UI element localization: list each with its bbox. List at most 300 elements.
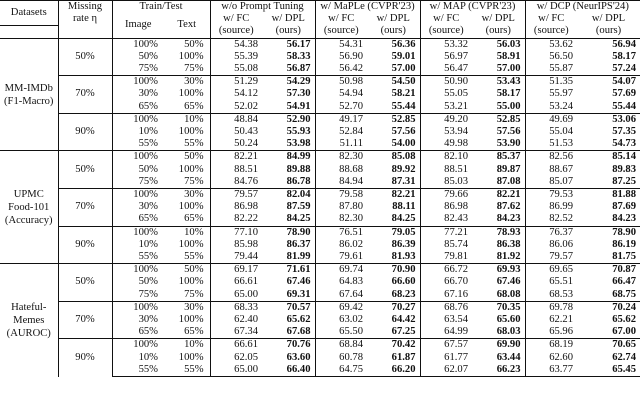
- fc-value: 84.76: [234, 175, 259, 187]
- text-rate: 30%: [164, 189, 210, 202]
- dpl-value: 70.87: [577, 264, 640, 277]
- dpl-value: 70.90: [367, 264, 420, 277]
- dpl-value: 71.61: [262, 264, 315, 277]
- dpl-value: 52.85: [472, 113, 525, 126]
- fc-value: 65.96: [549, 326, 574, 338]
- text-rate: 100%: [164, 51, 210, 63]
- image-rate: 10%: [138, 126, 158, 138]
- fc-value: 50.24: [234, 138, 259, 150]
- header-empty: [0, 25, 58, 38]
- fc-value: 64.83: [339, 276, 364, 288]
- table-row: [0, 301, 640, 314]
- dpl-value: 87.25: [612, 175, 637, 187]
- dataset-name-line: (AUROC): [6, 327, 51, 339]
- fc-value: 67.34: [234, 326, 259, 338]
- dpl-value: 68.75: [612, 288, 637, 300]
- dpl-value: 66.40: [262, 364, 315, 377]
- table-row: [0, 189, 640, 202]
- text-rate: 100%: [164, 88, 210, 100]
- dpl-value: 70.24: [577, 301, 640, 314]
- fc-value: 68.33: [210, 301, 262, 314]
- fc-value: 54.94: [339, 88, 364, 100]
- fc-value: 64.99: [444, 326, 469, 338]
- fc-value: 52.02: [234, 100, 259, 112]
- dpl-value: 87.62: [472, 201, 525, 213]
- dpl-value: 67.25: [367, 326, 420, 339]
- image-rate: 75%: [138, 288, 158, 300]
- missing-rate: 70%: [58, 301, 112, 339]
- dataset-name: [0, 38, 58, 151]
- image-rate: 50%: [138, 163, 158, 175]
- dpl-value: 84.25: [262, 213, 315, 226]
- dpl-value: 81.75: [612, 251, 637, 263]
- fc-value: 79.57: [210, 189, 262, 202]
- dpl-value: 70.42: [367, 339, 420, 352]
- text-rate: 100%: [164, 164, 210, 176]
- image-rate: 50%: [138, 50, 158, 62]
- dpl-value: 66.23: [472, 364, 525, 377]
- dpl-value: 78.90: [577, 226, 640, 239]
- header-method-1: w/ MaPLe (CVPR'23): [315, 1, 420, 14]
- header-method-0: w/o Prompt Tuning: [210, 1, 315, 14]
- fc-value: 85.03: [444, 175, 469, 187]
- fc-value: 52.70: [339, 100, 364, 112]
- dpl-value: 70.57: [262, 301, 315, 314]
- header-train-test: Train/Test: [112, 1, 210, 14]
- image-rate: 100%: [112, 264, 164, 277]
- dpl-value: 52.90: [262, 113, 315, 126]
- dpl-value: 84.25: [367, 213, 420, 226]
- fc-value: 49.69: [525, 113, 577, 126]
- header-source-1: (source): [323, 25, 359, 37]
- fc-value: 86.98: [234, 201, 259, 213]
- dpl-value: 70.35: [472, 301, 525, 314]
- dataset-name-line: (Accuracy): [4, 214, 53, 226]
- fc-value: 55.05: [444, 88, 469, 100]
- fc-value: 61.77: [444, 351, 469, 363]
- image-rate: 50%: [138, 276, 158, 288]
- fc-value: 79.44: [234, 251, 259, 263]
- image-rate: 100%: [112, 151, 164, 164]
- fc-value: 69.78: [525, 301, 577, 314]
- fc-value: 85.74: [444, 238, 469, 250]
- missing-rate: 90%: [58, 113, 112, 151]
- image-rate: 10%: [138, 351, 158, 363]
- dpl-value: 56.36: [367, 38, 420, 51]
- header-ours-0: (ours): [262, 25, 315, 38]
- dpl-value: 56.03: [472, 38, 525, 51]
- fc-value: 51.35: [525, 76, 577, 89]
- fc-value: 53.62: [525, 38, 577, 51]
- dpl-value: 65.45: [577, 364, 640, 377]
- dpl-value: 55.00: [472, 101, 525, 114]
- image-rate: 30%: [138, 314, 158, 326]
- fc-value: 82.56: [525, 151, 577, 164]
- missing-rate: 70%: [58, 76, 112, 114]
- image-rate: 55%: [138, 138, 158, 150]
- dpl-value: 53.06: [577, 113, 640, 126]
- text-rate: 65%: [164, 326, 210, 339]
- fc-value: 55.87: [549, 63, 574, 75]
- dpl-value: 67.46: [472, 276, 525, 288]
- fc-value: 66.70: [444, 276, 469, 288]
- text-rate: 100%: [164, 352, 210, 364]
- dpl-value: 57.24: [612, 63, 637, 75]
- fc-value: 82.21: [210, 151, 262, 164]
- fc-value: 48.84: [210, 113, 262, 126]
- dpl-value: 53.98: [262, 138, 315, 151]
- fc-value: 68.19: [525, 339, 577, 352]
- fc-value: 82.10: [420, 151, 472, 164]
- dpl-value: 62.74: [612, 351, 637, 363]
- dpl-value: 86.37: [262, 239, 315, 251]
- image-rate: 65%: [138, 213, 158, 225]
- dpl-value: 65.62: [612, 314, 637, 326]
- dpl-value: 66.47: [612, 276, 637, 288]
- fc-value: 53.24: [549, 100, 574, 112]
- fc-value: 88.51: [444, 163, 469, 175]
- dpl-value: 70.65: [577, 339, 640, 352]
- fc-value: 66.72: [420, 264, 472, 277]
- image-rate: 30%: [138, 88, 158, 100]
- fc-value: 77.10: [210, 226, 262, 239]
- dpl-value: 69.90: [472, 339, 525, 352]
- dpl-value: 57.56: [472, 126, 525, 138]
- dpl-value: 59.01: [367, 51, 420, 63]
- table-row: [0, 339, 640, 352]
- fc-value: 63.02: [339, 314, 364, 326]
- dpl-value: 85.08: [367, 151, 420, 164]
- image-rate: 100%: [112, 339, 164, 352]
- fc-value: 50.43: [234, 126, 259, 138]
- fc-value: 79.57: [549, 251, 574, 263]
- dpl-value: 67.46: [262, 276, 315, 288]
- fc-value: 65.50: [339, 326, 364, 338]
- text-rate: 50%: [164, 264, 210, 277]
- header-dpl-0: w/ DPL: [262, 13, 315, 25]
- dpl-value: 89.87: [472, 164, 525, 176]
- missing-rate: 70%: [58, 189, 112, 227]
- dpl-value: 56.17: [262, 38, 315, 51]
- missing-rate: 90%: [58, 226, 112, 264]
- text-rate: 65%: [164, 213, 210, 226]
- fc-value: 86.99: [549, 201, 574, 213]
- dpl-value: 86.39: [367, 239, 420, 251]
- dpl-value: 68.03: [472, 326, 525, 339]
- dpl-value: 82.21: [367, 189, 420, 202]
- dpl-value: 58.91: [472, 51, 525, 63]
- dpl-value: 57.35: [612, 126, 637, 138]
- dpl-value: 70.27: [367, 301, 420, 314]
- fc-value: 49.98: [444, 138, 469, 150]
- fc-value: 68.84: [315, 339, 367, 352]
- dpl-value: 65.62: [262, 314, 315, 326]
- dpl-value: 81.93: [367, 251, 420, 264]
- dpl-value: 58.17: [612, 50, 637, 62]
- dpl-value: 57.00: [472, 63, 525, 76]
- dpl-value: 89.88: [262, 164, 315, 176]
- fc-value: 49.17: [315, 113, 367, 126]
- image-rate: 100%: [112, 226, 164, 239]
- image-rate: 100%: [112, 113, 164, 126]
- text-rate: 75%: [164, 289, 210, 302]
- table-row: [0, 151, 640, 164]
- table-row: [0, 264, 640, 277]
- fc-value: 68.53: [549, 288, 574, 300]
- dpl-value: 78.93: [472, 226, 525, 239]
- dpl-value: 64.42: [367, 314, 420, 326]
- fc-value: 65.00: [234, 288, 259, 300]
- dpl-value: 68.08: [472, 289, 525, 302]
- text-rate: 55%: [164, 364, 210, 377]
- header-dpl-1: w/ DPL: [367, 13, 420, 25]
- dpl-value: 53.43: [472, 76, 525, 89]
- dpl-value: 84.99: [262, 151, 315, 164]
- fc-value: 62.40: [234, 314, 259, 326]
- dataset-name-line: (F1-Macro): [4, 95, 54, 107]
- text-rate: 75%: [164, 176, 210, 189]
- header-fc-1: w/ FC: [328, 13, 355, 25]
- dpl-value: 61.87: [367, 352, 420, 364]
- fc-value: 82.43: [444, 213, 469, 225]
- dpl-value: 57.56: [367, 126, 420, 138]
- fc-value: 52.84: [339, 126, 364, 138]
- dpl-value: 58.21: [367, 88, 420, 100]
- dpl-value: 67.68: [262, 326, 315, 339]
- fc-value: 82.52: [549, 213, 574, 225]
- text-rate: 55%: [164, 251, 210, 264]
- text-rate: 10%: [164, 226, 210, 239]
- dpl-value: 53.90: [472, 138, 525, 151]
- fc-value: 76.37: [525, 226, 577, 239]
- fc-value: 64.75: [315, 364, 367, 377]
- fc-value: 54.31: [315, 38, 367, 51]
- header-dpl-2: w/ DPL: [472, 13, 525, 25]
- header-fc-2: w/ FC: [433, 13, 460, 25]
- header-fc-0: w/ FC: [223, 13, 250, 25]
- dpl-value: 88.11: [367, 201, 420, 213]
- text-rate: 100%: [164, 276, 210, 288]
- table-row: [0, 76, 640, 89]
- image-rate: 100%: [112, 301, 164, 314]
- fc-value: 88.67: [549, 163, 574, 175]
- text-rate: 50%: [164, 38, 210, 51]
- dpl-value: 67.00: [612, 326, 637, 338]
- dpl-value: 55.44: [367, 101, 420, 114]
- dataset-name-line: Hateful-: [11, 301, 47, 313]
- fc-value: 69.74: [315, 264, 367, 277]
- fc-value: 79.66: [420, 189, 472, 202]
- dpl-value: 81.92: [472, 251, 525, 264]
- fc-value: 63.54: [444, 314, 469, 326]
- fc-value: 55.04: [549, 126, 574, 138]
- fc-value: 62.07: [420, 364, 472, 377]
- dpl-value: 87.69: [612, 201, 637, 213]
- fc-value: 49.20: [420, 113, 472, 126]
- dpl-value: 56.94: [577, 38, 640, 51]
- fc-value: 66.61: [210, 339, 262, 352]
- image-rate: 100%: [112, 76, 164, 89]
- dpl-value: 57.00: [367, 63, 420, 76]
- dpl-value: 54.29: [262, 76, 315, 89]
- dpl-value: 85.14: [577, 151, 640, 164]
- fc-value: 82.22: [234, 213, 259, 225]
- dpl-value: 87.31: [367, 176, 420, 189]
- fc-value: 51.29: [210, 76, 262, 89]
- dataset-name-line: UPMC: [13, 188, 44, 200]
- table-row: [0, 113, 640, 126]
- fc-value: 53.21: [444, 100, 469, 112]
- image-rate: 65%: [138, 100, 158, 112]
- fc-value: 85.07: [549, 175, 574, 187]
- fc-value: 87.80: [339, 201, 364, 213]
- fc-value: 85.98: [234, 238, 259, 250]
- header-missing-rate-1: Missing: [58, 1, 112, 14]
- fc-value: 51.53: [549, 138, 574, 150]
- dpl-value: 69.31: [262, 289, 315, 302]
- dpl-value: 57.69: [612, 88, 637, 100]
- dpl-value: 55.93: [262, 126, 315, 138]
- fc-value: 60.78: [339, 351, 364, 363]
- fc-value: 56.42: [339, 63, 364, 75]
- header-source-2: (source): [428, 25, 464, 37]
- dpl-value: 69.93: [472, 264, 525, 277]
- dpl-value: 63.60: [262, 352, 315, 364]
- dpl-value: 56.87: [262, 63, 315, 76]
- text-rate: 10%: [164, 113, 210, 126]
- table-row: [0, 226, 640, 239]
- dataset-name: [0, 264, 58, 377]
- dpl-value: 58.17: [472, 88, 525, 100]
- fc-value: 62.60: [549, 351, 574, 363]
- dpl-value: 82.21: [472, 189, 525, 202]
- fc-value: 62.05: [234, 351, 259, 363]
- fc-value: 50.98: [315, 76, 367, 89]
- fc-value: 86.98: [444, 201, 469, 213]
- fc-value: 69.65: [525, 264, 577, 277]
- header-text: Text: [164, 13, 210, 38]
- fc-value: 54.12: [234, 88, 259, 100]
- dpl-value: 57.30: [262, 88, 315, 100]
- header-dpl-3: w/ DPL: [591, 13, 626, 25]
- fc-value: 65.51: [549, 276, 574, 288]
- dpl-value: 82.04: [262, 189, 315, 202]
- text-rate: 100%: [164, 314, 210, 326]
- dpl-value: 66.60: [367, 276, 420, 288]
- dpl-value: 55.44: [612, 100, 637, 112]
- missing-rate: 50%: [58, 38, 112, 76]
- header-method-3: w/ DCP (NeurIPS'24): [536, 1, 629, 12]
- header-method-2: w/ MAP (CVPR'23): [420, 1, 525, 14]
- dpl-value: 79.05: [367, 226, 420, 239]
- text-rate: 10%: [164, 339, 210, 352]
- fc-value: 56.90: [339, 50, 364, 62]
- fc-value: 86.02: [339, 238, 364, 250]
- header-ours-2: (ours): [472, 25, 525, 38]
- table-row: [0, 38, 640, 51]
- fc-value: 51.11: [339, 138, 364, 150]
- fc-value: 54.38: [210, 38, 262, 51]
- missing-rate: 50%: [58, 151, 112, 189]
- fc-value: 50.90: [420, 76, 472, 89]
- image-rate: 30%: [138, 201, 158, 213]
- dpl-value: 81.88: [577, 189, 640, 202]
- dpl-value: 54.50: [367, 76, 420, 89]
- dpl-value: 85.37: [472, 151, 525, 164]
- fc-value: 62.21: [549, 314, 574, 326]
- header-ours-1: (ours): [367, 25, 420, 38]
- text-rate: 30%: [164, 76, 210, 89]
- image-rate: 65%: [138, 326, 158, 338]
- fc-value: 68.76: [420, 301, 472, 314]
- fc-value: 79.58: [315, 189, 367, 202]
- fc-value: 67.64: [339, 288, 364, 300]
- header-source-3: (source): [533, 25, 569, 37]
- missing-rate: 90%: [58, 339, 112, 377]
- dpl-value: 86.19: [612, 238, 637, 250]
- dpl-value: 70.76: [262, 339, 315, 352]
- table-body: [0, 38, 640, 376]
- text-rate: 100%: [164, 126, 210, 138]
- dpl-value: 58.33: [262, 51, 315, 63]
- image-rate: 55%: [138, 251, 158, 263]
- fc-value: 79.61: [339, 251, 364, 263]
- fc-value: 88.51: [234, 163, 259, 175]
- dpl-value: 52.85: [367, 113, 420, 126]
- text-rate: 100%: [164, 239, 210, 251]
- fc-value: 55.39: [234, 50, 259, 62]
- image-rate: 10%: [138, 238, 158, 250]
- fc-value: 84.94: [339, 175, 364, 187]
- fc-value: 56.47: [444, 63, 469, 75]
- text-rate: 55%: [164, 138, 210, 151]
- dpl-value: 84.23: [472, 213, 525, 226]
- fc-value: 79.53: [525, 189, 577, 202]
- dpl-value: 87.59: [262, 201, 315, 213]
- dpl-value: 84.23: [612, 213, 637, 225]
- dataset-name-line: Food-101: [8, 201, 50, 213]
- header-image: Image: [112, 13, 164, 38]
- fc-value: 65.00: [210, 364, 262, 377]
- fc-value: 69.17: [210, 264, 262, 277]
- dpl-value: 54.91: [262, 101, 315, 114]
- dpl-value: 89.83: [612, 163, 637, 175]
- fc-value: 88.68: [339, 163, 364, 175]
- fc-value: 66.61: [234, 276, 259, 288]
- dpl-value: 54.00: [367, 138, 420, 151]
- header-source-0: (source): [218, 25, 254, 37]
- fc-value: 56.97: [444, 50, 469, 62]
- dpl-value: 86.38: [472, 239, 525, 251]
- fc-value: 67.16: [444, 288, 469, 300]
- fc-value: 69.42: [315, 301, 367, 314]
- text-rate: 100%: [164, 201, 210, 213]
- fc-value: 76.51: [315, 226, 367, 239]
- fc-value: 86.06: [549, 238, 574, 250]
- image-rate: 75%: [138, 63, 158, 75]
- dpl-value: 66.20: [367, 364, 420, 377]
- dpl-value: 68.23: [367, 289, 420, 302]
- text-rate: 75%: [164, 63, 210, 76]
- fc-value: 53.32: [420, 38, 472, 51]
- header-ours-3: (ours): [595, 25, 622, 37]
- text-rate: 30%: [164, 301, 210, 314]
- header-datasets: Datasets: [0, 1, 58, 26]
- image-rate: 100%: [112, 189, 164, 202]
- dataset-name-line: MM-IMDb: [4, 82, 53, 94]
- fc-value: 55.08: [234, 63, 259, 75]
- fc-value: 82.30: [339, 213, 364, 225]
